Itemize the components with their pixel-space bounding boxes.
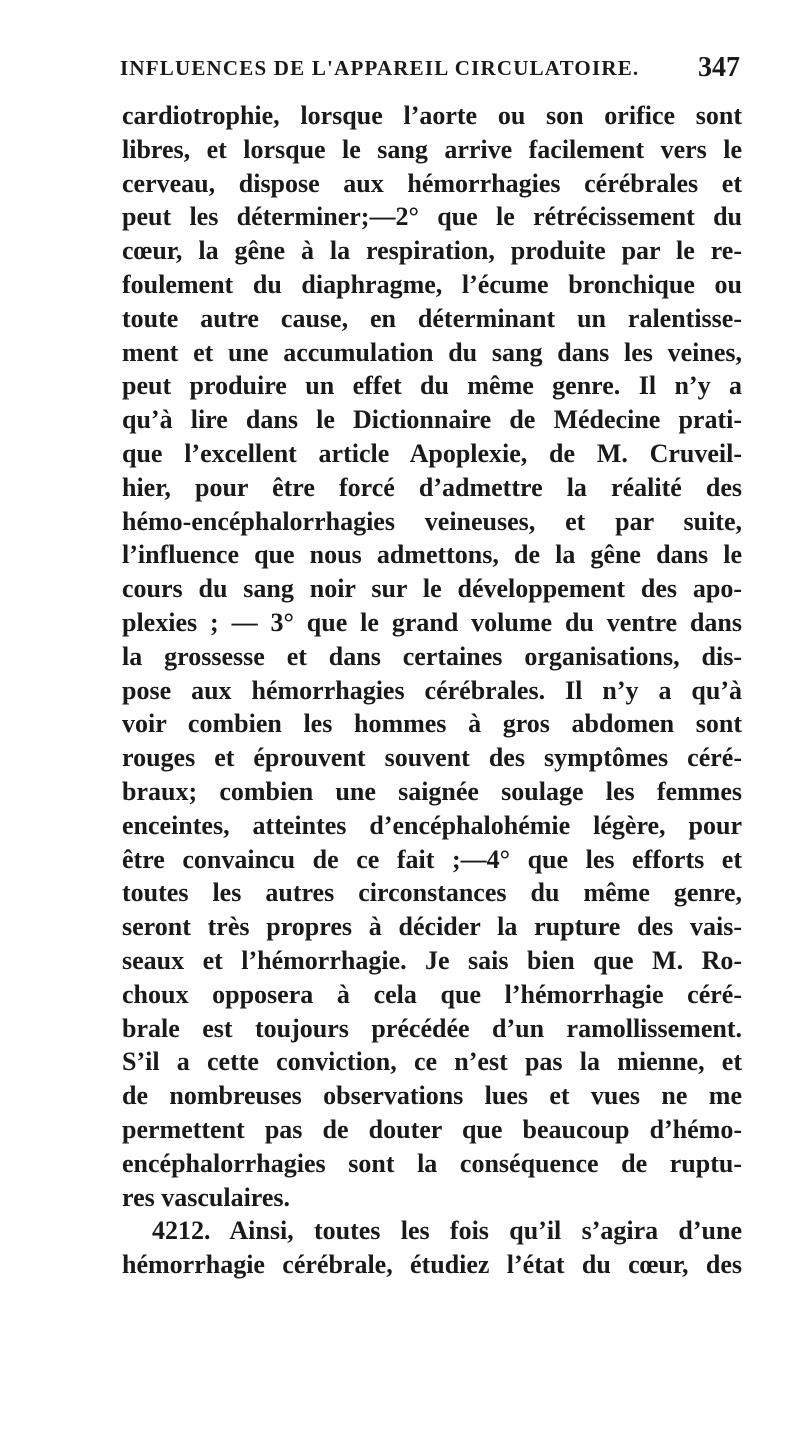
text-line: S’il a cette conviction, ce n’est pas la mienne, et [122, 1047, 742, 1077]
text-line: encéphalorrhagies sont la conséquence de ruptu- [122, 1148, 742, 1178]
text-line: l’influence que nous admettons, de la gêne dans le [122, 540, 742, 570]
text-line: braux; combien une saignée soulage les femmes [122, 776, 742, 806]
text-line: seaux et l’hémorrhagie. Je sais bien que M. Ro- [122, 945, 742, 975]
text-line: peut les déterminer;—2° que le rétrécissement du [122, 202, 742, 232]
text-line: choux opposera à cela que l’hémorrhagie céré- [122, 979, 742, 1009]
text-line: être convaincu de ce fait ;—4° que les efforts et [122, 844, 742, 874]
text-line: peut produire un effet du même genre. Il n’y a [122, 371, 742, 401]
text-line: voir combien les hommes à gros abdomen sont [122, 709, 742, 739]
text-line: enceintes, atteintes d’encéphalohémie légère, pour [122, 810, 742, 840]
text-line: la grossesse et dans certaines organisations, dis- [122, 641, 742, 671]
text-line: cours du sang noir sur le développement des apo- [122, 574, 742, 604]
text-line: hémorrhagie cérébrale, étudiez l’état du cœur, des [122, 1250, 742, 1280]
page-number: 347 [698, 52, 740, 83]
text-line: rouges et éprouvent souvent des symptômes céré- [122, 743, 742, 773]
text-line: seront très propres à décider la rupture des vais- [122, 912, 742, 942]
text-line: brale est toujours précédée d’un ramollissement. [122, 1013, 742, 1043]
text-line: cerveau, dispose aux hémorrhagies cérébrales et [122, 168, 742, 198]
text-line: libres, et lorsque le sang arrive facilement vers le [122, 134, 742, 164]
text-line: foulement du diaphragme, l’écume bronchique ou [122, 269, 742, 299]
text-line: pose aux hémorrhagies cérébrales. Il n’y a qu’à [122, 675, 742, 705]
paragraph-end-line: res vasculaires. [122, 1182, 291, 1212]
text-line: toute autre cause, en déterminant un ralentisse- [122, 303, 742, 333]
running-title: INFLUENCES DE L'APPAREIL CIRCULATOIRE. [120, 56, 640, 80]
text-line: plexies ; — 3° que le grand volume du ventre dans [122, 607, 742, 637]
text-line: de nombreuses observations lues et vues ne me [122, 1081, 742, 1111]
text-line: qu’à lire dans le Dictionnaire de Médecine prati- [122, 405, 742, 435]
text-line: hier, pour être forcé d’admettre la réalité des [122, 472, 742, 502]
text-line: cardiotrophie, lorsque l’aorte ou son orifice sont [122, 101, 742, 130]
paragraph-start-line: 4212. Ainsi, toutes les fois qu’il s’agira d’une [152, 1216, 742, 1246]
body-text [122, 99, 742, 1282]
text-line: permettent pas de douter que beaucoup d’hémo- [122, 1114, 742, 1144]
text-line: que l’excellent article Apoplexie, de M. Cruveil- [122, 438, 742, 468]
text-line: ment et une accumulation du sang dans les veines, [122, 337, 742, 367]
text-line: hémo-encéphalorrhagies veineuses, et par suite, [122, 506, 742, 536]
running-head [120, 52, 740, 84]
text-line: toutes les autres circonstances du même genre, [122, 878, 742, 908]
text-line: cœur, la gêne à la respiration, produite par le re- [122, 236, 742, 266]
